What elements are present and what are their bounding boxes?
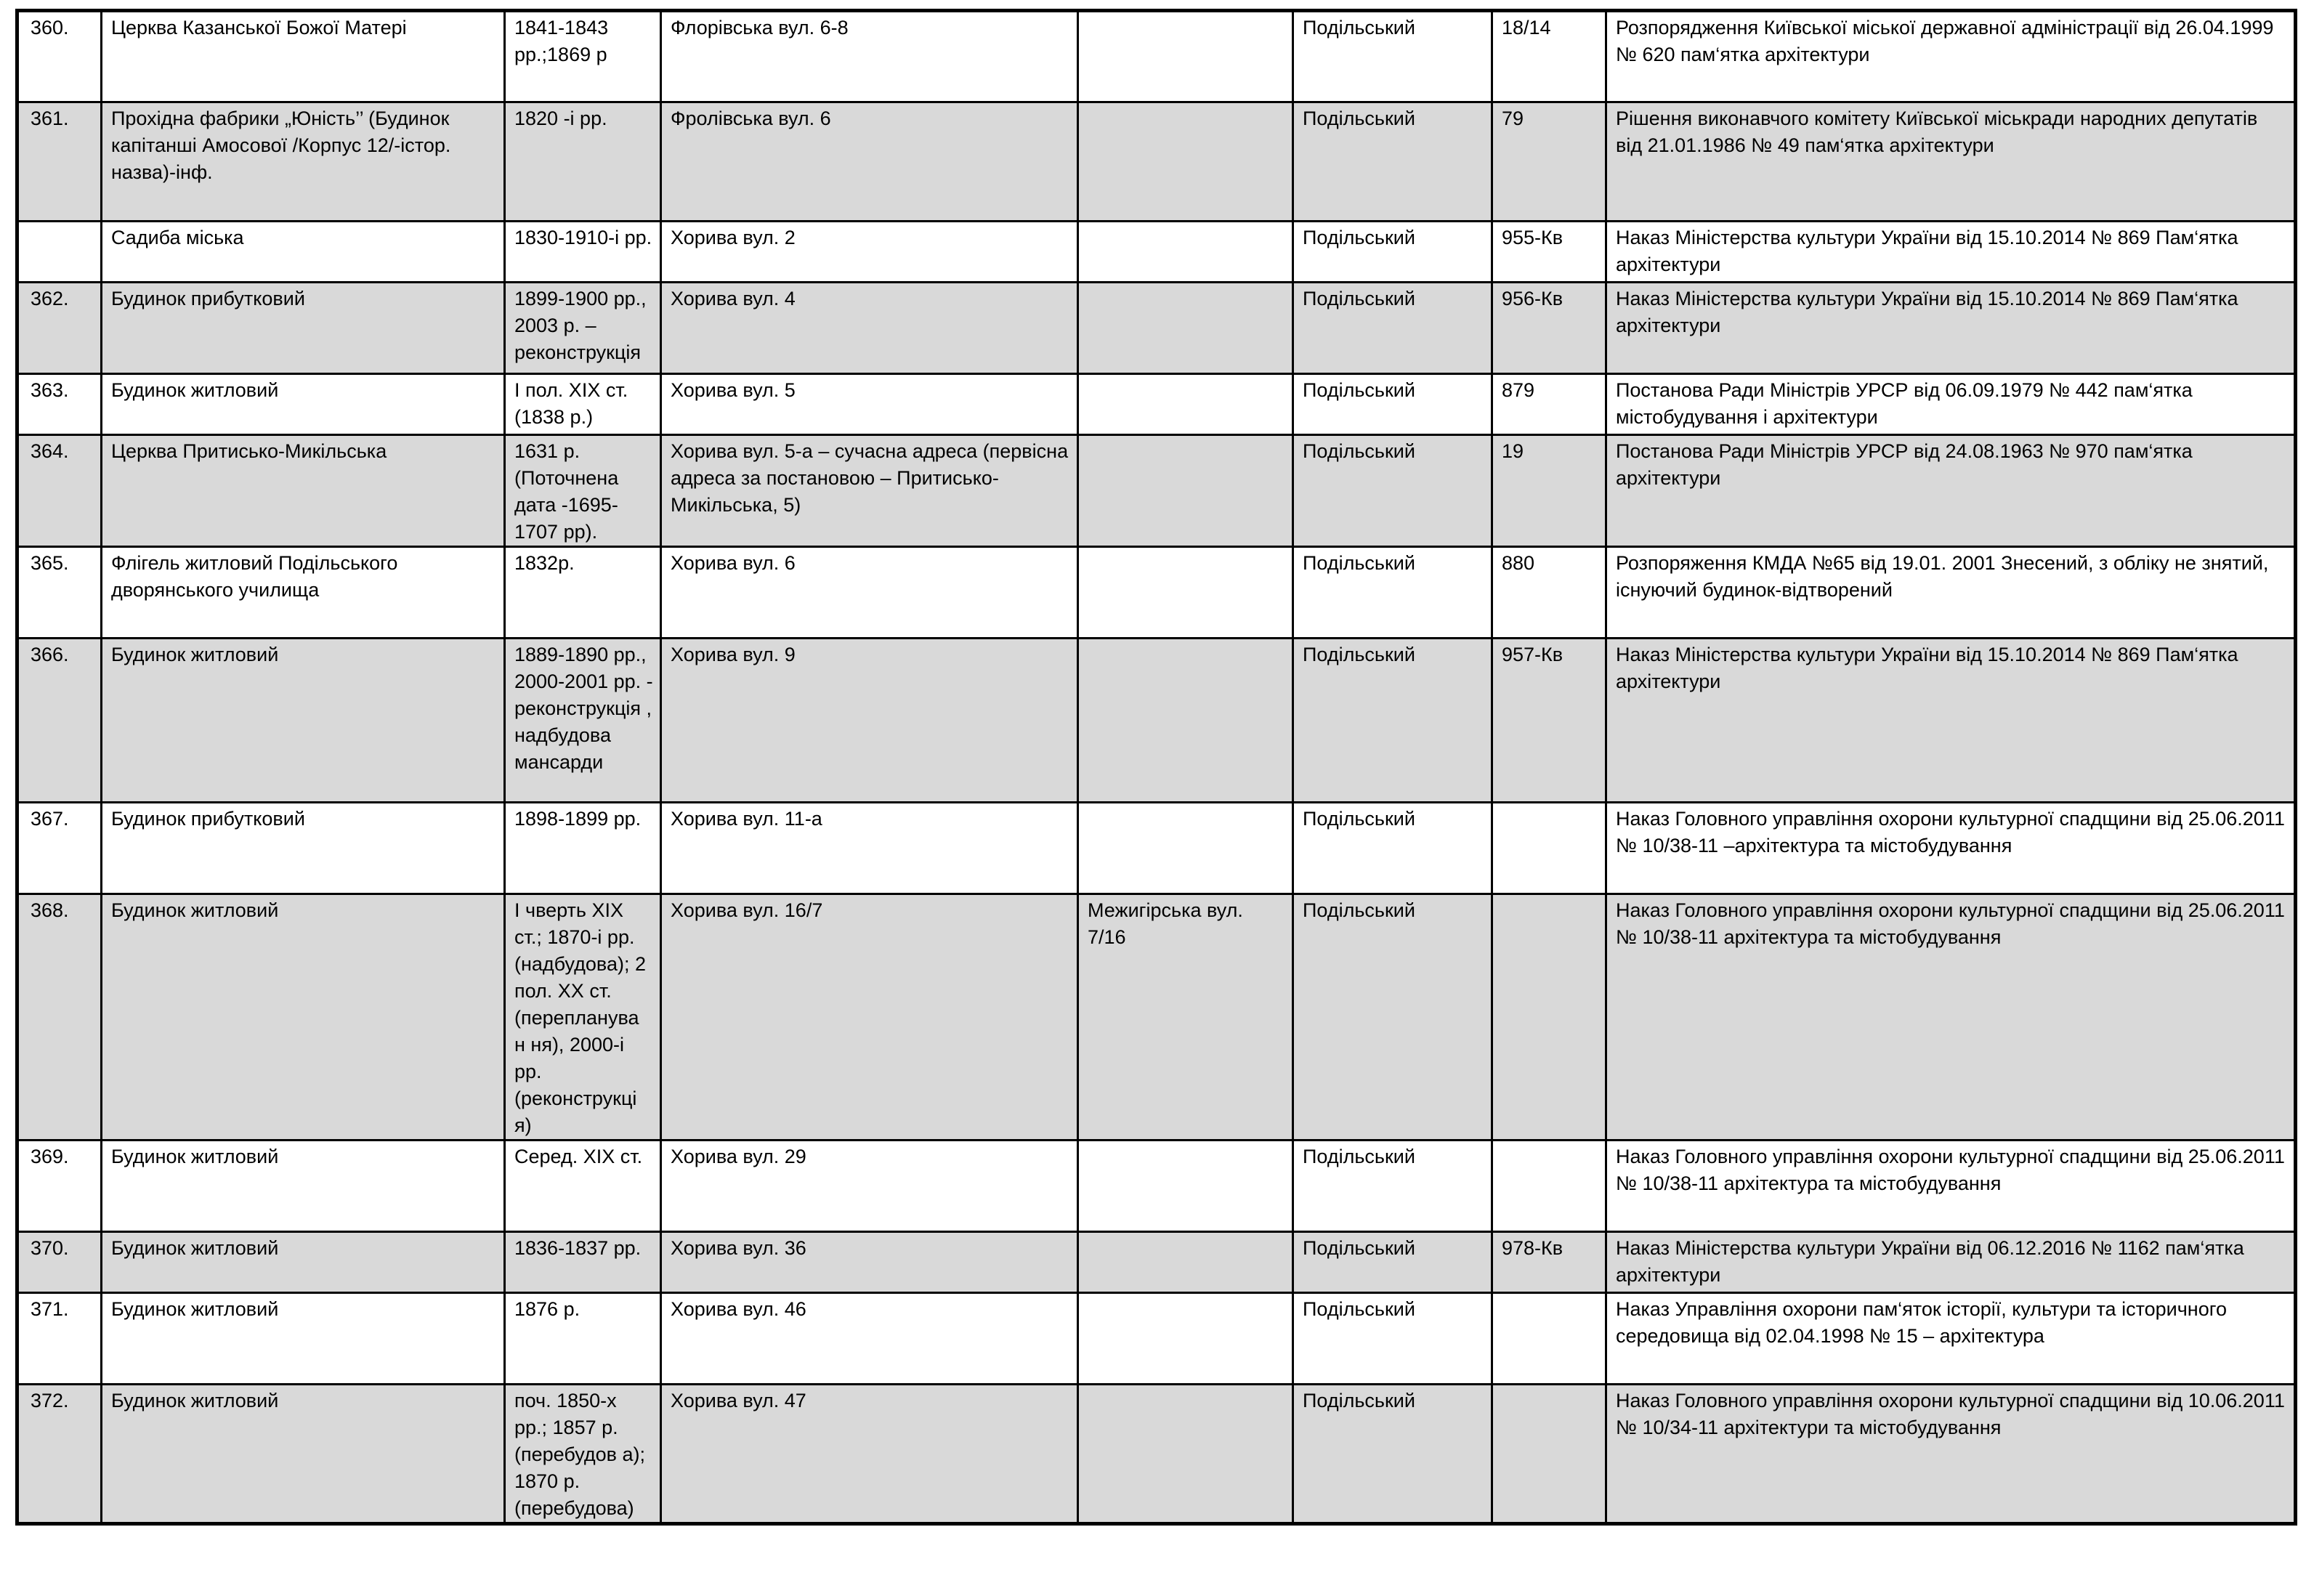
object-address-secondary (1078, 11, 1293, 102)
object-name: Будинок житловий (102, 639, 505, 803)
object-district: Подільський (1293, 283, 1492, 374)
registry-number (1492, 894, 1606, 1141)
object-date: поч. 1850-х рр.; 1857 р.(перебудов а); 1870 р. (перебудова) (505, 1385, 661, 1524)
table-row (17, 374, 2296, 435)
registry-number (1492, 1293, 1606, 1385)
object-address-secondary (1078, 1385, 1293, 1524)
protection-document: Наказ Головного управління охорони культурної спадщини від 10.06.2011 № 10/34-11 архітектури та містобудування (1606, 1385, 2296, 1524)
object-address: Фролівська вул. 6 (661, 102, 1078, 222)
table-row (17, 102, 2296, 222)
registry-number: 955-Кв (1492, 222, 1606, 283)
protection-document: Наказ Головного управління охорони культурної спадщини від 25.06.2011 № 10/38-11 –архітектура та містобудування (1606, 803, 2296, 894)
object-date: Серед. ХІХ ст. (505, 1141, 661, 1232)
object-address: Хорива вул. 46 (661, 1293, 1078, 1385)
registry-number: 880 (1492, 547, 1606, 639)
object-address-secondary (1078, 374, 1293, 435)
object-name: Флігель житловий Подільського дворянського училища (102, 547, 505, 639)
object-address: Хорива вул. 36 (661, 1232, 1078, 1293)
object-date: 1889-1890 рр., 2000-2001 рр. - реконструкція , надбудова мансарди (505, 639, 661, 803)
object-date: 1899-1900 рр., 2003 р. – реконструкція (505, 283, 661, 374)
registry-number: 957-Кв (1492, 639, 1606, 803)
object-address: Хорива вул. 4 (661, 283, 1078, 374)
object-name: Церква Притисько-Микільська (102, 435, 505, 547)
row-number: 365. (17, 547, 102, 639)
registry-number (1492, 1385, 1606, 1524)
object-district: Подільський (1293, 1141, 1492, 1232)
object-address-secondary (1078, 102, 1293, 222)
object-name: Садиба міська (102, 222, 505, 283)
row-number (17, 222, 102, 283)
protection-document: Наказ Головного управління охорони культурної спадщини від 25.06.2011 № 10/38-11 архітектура та містобудування (1606, 1141, 2296, 1232)
table-row (17, 435, 2296, 547)
object-address-secondary (1078, 547, 1293, 639)
object-date: 1841-1843 рр.;1869 р (505, 11, 661, 102)
row-number: 368. (17, 894, 102, 1141)
object-name: Будинок прибутковий (102, 283, 505, 374)
registry-number: 978-Кв (1492, 1232, 1606, 1293)
object-address: Хорива вул. 29 (661, 1141, 1078, 1232)
registry-number: 879 (1492, 374, 1606, 435)
object-address: Хорива вул. 5-а – сучасна адреса (первісна адреса за постановою – Притисько-Микільська, 5) (661, 435, 1078, 547)
table-row (17, 803, 2296, 894)
protection-document: Розпорядження Київської міської державної адміністрації від 26.04.1999 № 620 пам‘ятка архітектури (1606, 11, 2296, 102)
object-date: 1898-1899 рр. (505, 803, 661, 894)
protection-document: Розпоряження КМДА №65 від 19.01. 2001 Знесений, з обліку не знятий, існуючий будинок-відтворений (1606, 547, 2296, 639)
row-number: 371. (17, 1293, 102, 1385)
row-number: 369. (17, 1141, 102, 1232)
object-district: Подільський (1293, 11, 1492, 102)
object-name: Будинок прибутковий (102, 803, 505, 894)
object-district: Подільський (1293, 639, 1492, 803)
object-name: Будинок житловий (102, 1385, 505, 1524)
object-name: Будинок житловий (102, 894, 505, 1141)
registry-number (1492, 803, 1606, 894)
row-number: 362. (17, 283, 102, 374)
registry-number: 18/14 (1492, 11, 1606, 102)
table-row (17, 547, 2296, 639)
object-address: Хорива вул. 9 (661, 639, 1078, 803)
object-date: 1631 р. (Поточнена дата -1695-1707 рр). (505, 435, 661, 547)
object-address-secondary (1078, 1293, 1293, 1385)
object-district: Подільський (1293, 803, 1492, 894)
object-address-secondary (1078, 639, 1293, 803)
table-row (17, 1141, 2296, 1232)
object-address-secondary (1078, 803, 1293, 894)
object-district: Подільський (1293, 102, 1492, 222)
protection-document: Рішення виконавчого комітету Київської міськради народних депутатів від 21.01.1986 № 49 пам‘ятка архітектури (1606, 102, 2296, 222)
object-date: І чверть ХІХ ст.; 1870-і рр. (надбудова); 2 пол. ХХ ст. (перепланува н ня), 2000-і рр. (реконструкці я) (505, 894, 661, 1141)
object-address: Хорива вул. 6 (661, 547, 1078, 639)
row-number: 364. (17, 435, 102, 547)
object-address: Флорівська вул. 6-8 (661, 11, 1078, 102)
row-number: 366. (17, 639, 102, 803)
object-date: І пол. ХІХ ст.(1838 р.) (505, 374, 661, 435)
object-date: 1830-1910-і рр. (505, 222, 661, 283)
row-number: 360. (17, 11, 102, 102)
table-row (17, 283, 2296, 374)
object-name: Будинок житловий (102, 1293, 505, 1385)
row-number: 361. (17, 102, 102, 222)
protection-document: Наказ Міністерства культури України від 15.10.2014 № 869 Пам‘ятка архітектури (1606, 222, 2296, 283)
row-number: 372. (17, 1385, 102, 1524)
protection-document: Постанова Ради Міністрів УРСР від 06.09.1979 № 442 пам‘ятка містобудування і архітектури (1606, 374, 2296, 435)
object-address-secondary (1078, 283, 1293, 374)
table-row (17, 1293, 2296, 1385)
heritage-registry-table (15, 9, 2297, 1526)
object-name: Будинок житловий (102, 374, 505, 435)
object-date: 1836-1837 рр. (505, 1232, 661, 1293)
table-row (17, 1232, 2296, 1293)
object-district: Подільський (1293, 222, 1492, 283)
object-date: 1876 р. (505, 1293, 661, 1385)
object-name: Церква Казанської Божої Матері (102, 11, 505, 102)
object-district: Подільський (1293, 1385, 1492, 1524)
object-date: 1832р. (505, 547, 661, 639)
row-number: 363. (17, 374, 102, 435)
object-address-secondary (1078, 1232, 1293, 1293)
protection-document: Наказ Головного управління охорони культурної спадщини від 25.06.2011 № 10/38-11 архітектура та містобудування (1606, 894, 2296, 1141)
protection-document: Наказ Міністерства культури України від 15.10.2014 № 869 Пам‘ятка архітектури (1606, 639, 2296, 803)
table-row (17, 639, 2296, 803)
row-number: 370. (17, 1232, 102, 1293)
protection-document: Наказ Міністерства культури України від 06.12.2016 № 1162 пам‘ятка архітектури (1606, 1232, 2296, 1293)
object-address-secondary (1078, 1141, 1293, 1232)
object-address-secondary (1078, 435, 1293, 547)
object-date: 1820 -і рр. (505, 102, 661, 222)
table-row (17, 894, 2296, 1141)
object-address-secondary: Межигірська вул. 7/16 (1078, 894, 1293, 1141)
registry-number: 79 (1492, 102, 1606, 222)
object-address: Хорива вул. 47 (661, 1385, 1078, 1524)
object-name: Будинок житловий (102, 1232, 505, 1293)
object-district: Подільський (1293, 547, 1492, 639)
protection-document: Постанова Ради Міністрів УРСР від 24.08.1963 № 970 пам‘ятка архітектури (1606, 435, 2296, 547)
object-address: Хорива вул. 5 (661, 374, 1078, 435)
row-number: 367. (17, 803, 102, 894)
table-row (17, 222, 2296, 283)
object-address: Хорива вул. 11-а (661, 803, 1078, 894)
object-address-secondary (1078, 222, 1293, 283)
object-district: Подільський (1293, 1232, 1492, 1293)
object-name: Прохідна фабрики „Юність’’ (Будинок капітанші Амосової /Корпус 12/-істор. назва)-інф. (102, 102, 505, 222)
object-address: Хорива вул. 16/7 (661, 894, 1078, 1141)
registry-number: 19 (1492, 435, 1606, 547)
object-district: Подільський (1293, 374, 1492, 435)
object-address: Хорива вул. 2 (661, 222, 1078, 283)
object-district: Подільський (1293, 435, 1492, 547)
registry-number: 956-Кв (1492, 283, 1606, 374)
table-row (17, 1385, 2296, 1524)
object-district: Подільський (1293, 894, 1492, 1141)
table-row (17, 11, 2296, 102)
protection-document: Наказ Управління охорони пам‘яток історії, культури та історичного середовища від 02.04.1998 № 15 – архітектура (1606, 1293, 2296, 1385)
registry-number (1492, 1141, 1606, 1232)
object-district: Подільський (1293, 1293, 1492, 1385)
object-name: Будинок житловий (102, 1141, 505, 1232)
protection-document: Наказ Міністерства культури України від 15.10.2014 № 869 Пам‘ятка архітектури (1606, 283, 2296, 374)
